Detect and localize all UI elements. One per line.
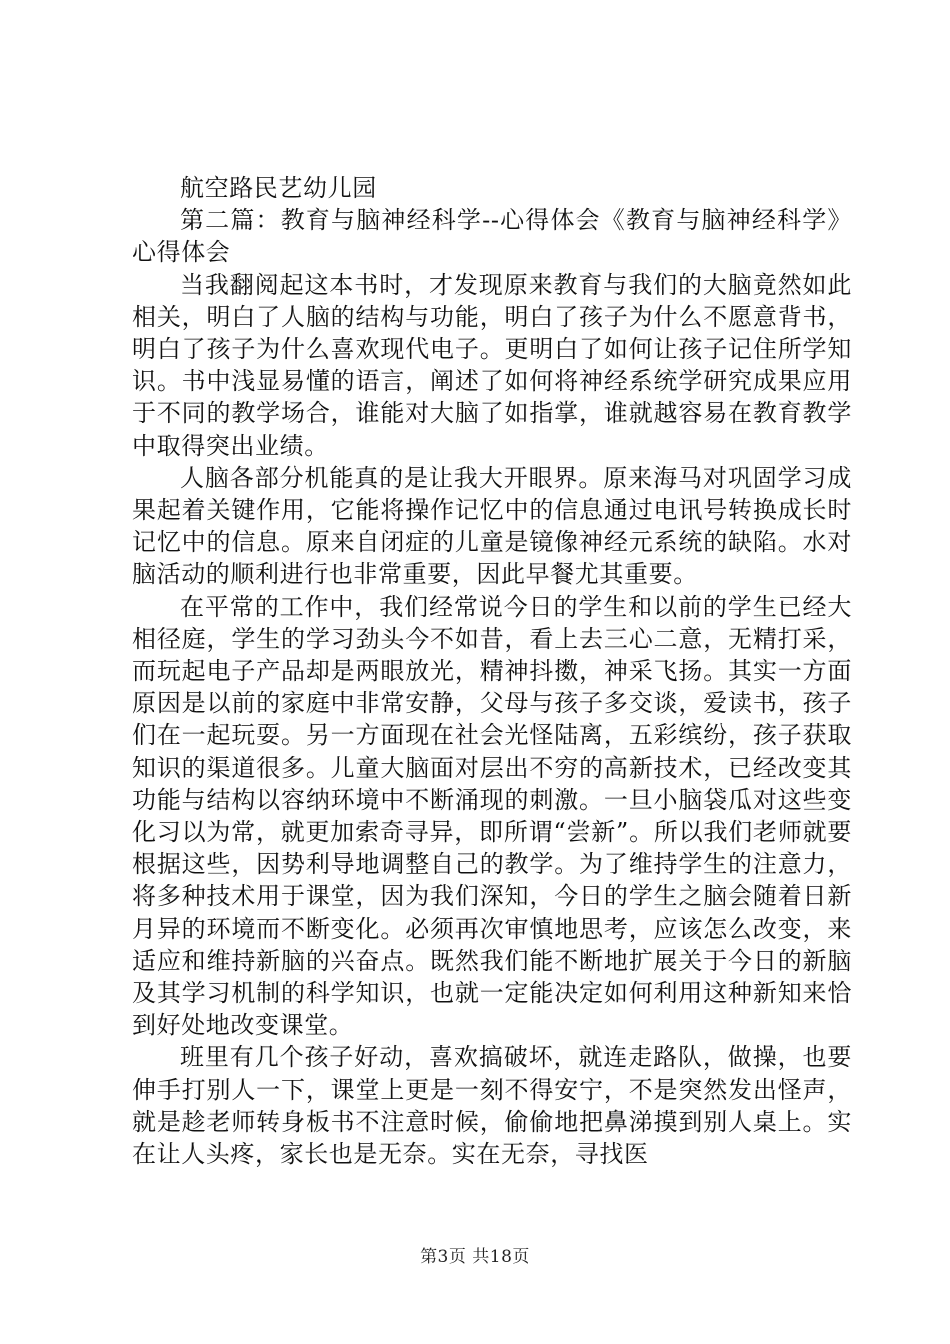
section-title: 第二篇：教育与脑神经科学--心得体会《教育与脑神经科学》心得体会 [132,206,852,267]
paragraph-2: 人脑各部分机能真的是让我大开眼界。原来海马对巩固学习成果起着关键作用，它能将操作记忆中的信息通过电讯号转换成长时记忆中的信息。原来自闭症的儿童是镜像神经元系统的缺陷。水对脑活动的顺利进行也非常重要，因此早餐尤其重要。 [132,463,852,589]
page-footer [0,1242,950,1267]
paragraph-4: 班里有几个孩子好动，喜欢搞破坏，就连走路队，做操，也要伸手打别人一下，课堂上更是一刻不得安宁，不是突然发出怪声，就是趁老师转身板书不注意时候，偷偷地把鼻涕摸到别人桌上。实在让人头疼，家长也是无奈。实在无奈，寻找医 [132,1043,852,1169]
page-number-indicator: 第3页 共18页 [420,1247,530,1267]
document-body [132,172,852,1170]
paragraph-3: 在平常的工作中，我们经常说今日的学生和以前的学生已经大相径庭，学生的学习劲头今不如昔，看上去三心二意，无精打采，而玩起电子产品却是两眼放光，精神抖擞，神采飞扬。其实一方面原因是以前的家庭中非常安静，父母与孩子多交谈，爱读书，孩子们在一起玩耍。另一方面现在社会光怪陆离，五彩缤纷，孩子获取知识的渠道很多。儿童大脑面对层出不穷的高新技术，已经改变其功能与结构以容纳环境中不断涌现的刺激。一旦小脑袋瓜对这些变化习以为常，就更加索奇寻异，即所谓“尝新”。所以我们老师就要根据这些，因势利导地调整自己的教学。为了维持学生的注意力，将多种技术用于课堂，因为我们深知，今日的学生之脑会随着日新月异的环境而不断变化。必须再次审慎地思考，应该怎么改变，来适应和维持新脑的兴奋点。既然我们能不断地扩展关于今日的新脑及其学习机制的科学知识，也就一定能决定如何利用这种新知来恰到好处地改变课堂。 [132,592,852,1040]
school-name-line: 航空路民艺幼儿园 [180,174,377,202]
paragraph-1: 当我翻阅起这本书时，才发现原来教育与我们的大脑竟然如此相关，明白了人脑的结构与功能，明白了孩子为什么不愿意背书，明白了孩子为什么喜欢现代电子。更明白了如何让孩子记住所学知识。书中浅显易懂的语言，阐述了如何将神经系统学研究成果应用于不同的教学场合，谁能对大脑了如指掌，谁就越容易在教育教学中取得突出业绩。 [132,270,852,460]
